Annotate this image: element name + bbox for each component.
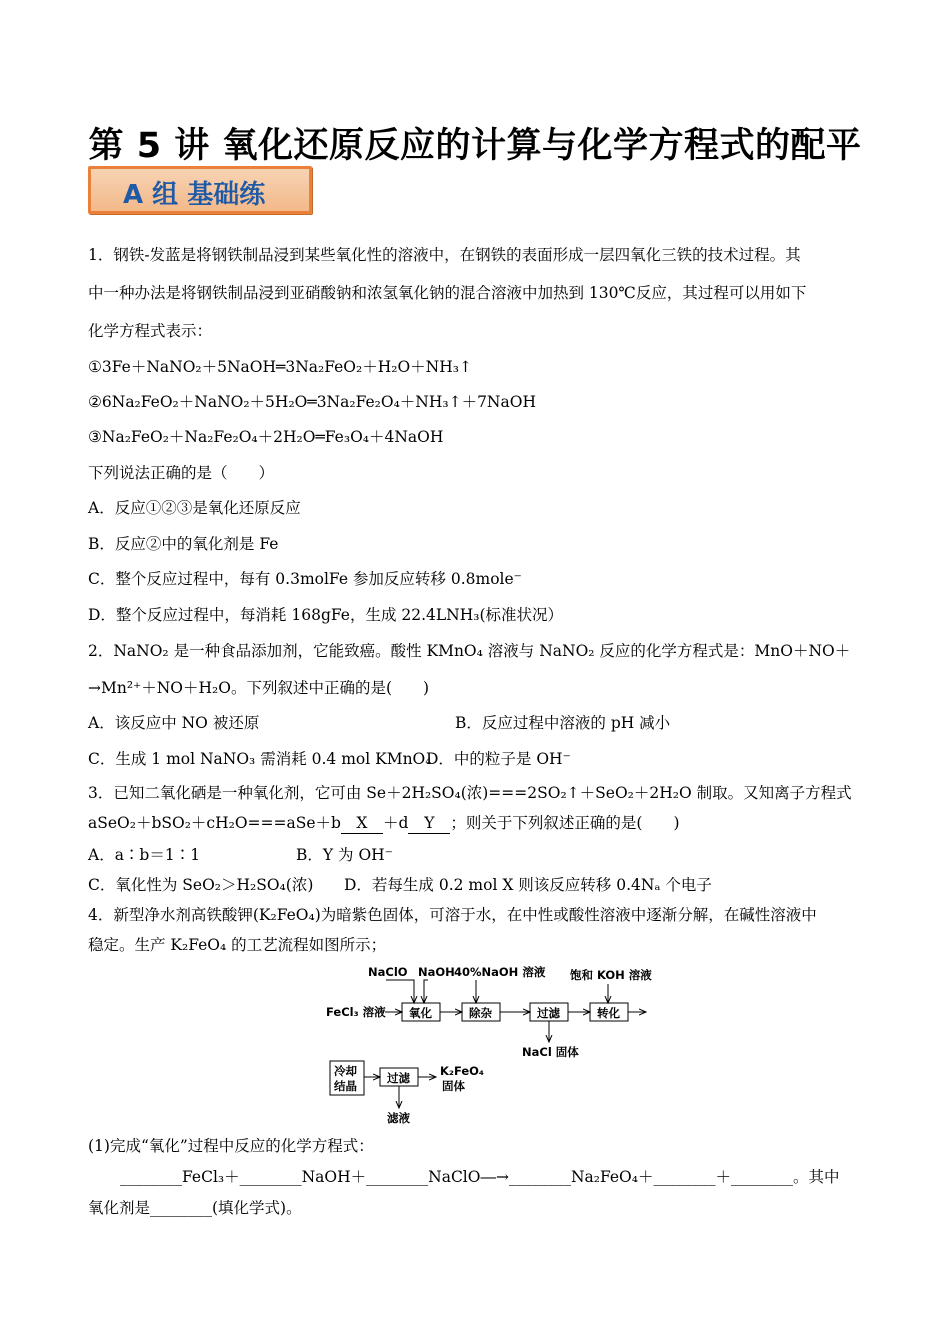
q1-option-c: C．整个反应过程中，每有 0.3molFe 参加反应转移 0.8mole⁻ — [88, 570, 522, 588]
q2-option-c: C．生成 1 mol NaNO₃ 需消耗 0.4 mol KMnO₄ — [88, 750, 432, 768]
q1-line1: 1．钢铁-发蓝是将钢铁制品浸到某些氧化性的溶液中，在钢铁的表面形成一层四氧化三铁的技术过程。其 — [88, 246, 801, 264]
oxidize-label: 氧化 — [409, 1006, 432, 1020]
k2feo4-solid-label: 固体 — [442, 1079, 465, 1093]
q4-line2: 稳定。生产 K₂FeO₄ 的工艺流程如图所示； — [88, 936, 387, 954]
naoh40-label: 40%NaOH 溶液 — [454, 965, 546, 979]
process-flow-diagram — [318, 962, 668, 1132]
section-badge — [88, 166, 312, 214]
q3-line2 — [88, 813, 868, 834]
q4-sub1: (1)完成“氧化”过程中反应的化学方程式： — [88, 1137, 374, 1155]
q4-line1: 4．新型净水剂高铁酸钾(K₂FeO₄)为暗紫色固体，可溶于水，在中性或酸性溶液中逐渐分解，在碱性溶液中 — [88, 906, 817, 924]
page-title: 第 5 讲 氧化还原反应的计算与化学方程式的配平 — [88, 126, 862, 166]
q1-equation-3: ③Na₂FeO₂＋Na₂Fe₂O₄＋2H₂O═Fe₃O₄＋4NaOH — [88, 428, 444, 446]
q3-line2-a: aSeO₂＋bSO₂＋cH₂O===aSe＋b — [88, 814, 341, 832]
nacl-label: NaCl 固体 — [522, 1045, 579, 1059]
convert-label: 转化 — [597, 1006, 620, 1020]
q3-line1: 3．已知二氧化硒是一种氧化剂，它可由 Se＋2H₂SO₄(浓)===2SO₂↑＋SeO₂＋2H₂O 制取。又知离子方程式 — [88, 784, 852, 802]
q3-blank-y: Y — [408, 813, 450, 834]
q1-equation-2: ②6Na₂FeO₂＋NaNO₂＋5H₂O═3Na₂Fe₂O₄＋NH₃↑＋7NaOH — [88, 393, 536, 411]
q1-option-d: D．整个反应过程中，每消耗 168gFe，生成 22.4LNH₃(标准状况） — [88, 606, 564, 624]
q2-line2: →Mn²⁺＋NO＋H₂O。下列叙述中正确的是( ) — [88, 679, 430, 697]
fecl3-label: FeCl₃ 溶液 — [326, 1005, 386, 1019]
q2-line1: 2．NaNO₂ 是一种食品添加剂，它能致癌。酸性 KMnO₄ 溶液与 NaNO₂ 反应的化学方程式是：MnO＋NO＋ — [88, 642, 851, 660]
q1-option-b: B．反应②中的氧化剂是 Fe — [88, 535, 279, 553]
q3-option-d: D．若每生成 0.2 mol X 则该反应转移 0.4Nₐ 个电子 — [344, 876, 712, 894]
q1-equation-1: ①3Fe＋NaNO₂＋5NaOH═3Na₂FeO₂＋H₂O＋NH₃↑ — [88, 358, 472, 376]
q3-option-a: A．a∶b＝1∶1 — [88, 846, 201, 864]
q3-option-b: B．Y 为 OH⁻ — [296, 846, 393, 864]
q3-line2-b: ＋d — [382, 814, 409, 832]
q1-line2: 中一种办法是将钢铁制品浸到亚硝酸钠和浓氢氧化钠的混合溶液中加热到 130℃反应，其过程可以用如下 — [88, 284, 807, 302]
q2-option-b: B．反应过程中溶液的 pH 减小 — [455, 714, 671, 732]
remove-label: 除杂 — [469, 1006, 492, 1020]
q3-option-c: C．氧化性为 SeO₂＞H₂SO₄(浓) — [88, 876, 314, 894]
cool-label-2: 结晶 — [334, 1079, 357, 1093]
q3-blank-x: X — [341, 813, 383, 834]
naclo-label: NaClO — [368, 965, 408, 979]
q4-oxidant-blank: 氧化剂是________(填化学式)。 — [88, 1199, 302, 1217]
naoh-label: NaOH — [418, 965, 455, 979]
q2-option-d: D．中的粒子是 OH⁻ — [426, 750, 571, 768]
filtrate-label: 滤液 — [387, 1111, 410, 1125]
q1-option-a: A．反应①②③是氧化还原反应 — [88, 499, 301, 517]
q1-stem: 下列说法正确的是（ ） — [88, 464, 275, 482]
section-badge-label: A 组 基础练 — [123, 180, 266, 210]
q3-line2-c: ；则关于下列叙述正确的是( ) — [450, 814, 680, 832]
filter2-label: 过滤 — [387, 1071, 410, 1085]
q1-line3: 化学方程式表示： — [88, 322, 213, 340]
koh-label: 饱和 KOH 溶液 — [570, 968, 652, 982]
k2feo4-label: K₂FeO₄ — [440, 1064, 484, 1078]
cool-label-1: 冷却 — [334, 1064, 357, 1078]
filter-label: 过滤 — [537, 1006, 560, 1020]
q4-equation-blanks: ________FeCl₃＋________NaOH＋________NaClO―→________Na₂FeO₄＋________＋________。其中 — [120, 1168, 840, 1186]
q2-option-a: A．该反应中 NO 被还原 — [88, 714, 260, 732]
